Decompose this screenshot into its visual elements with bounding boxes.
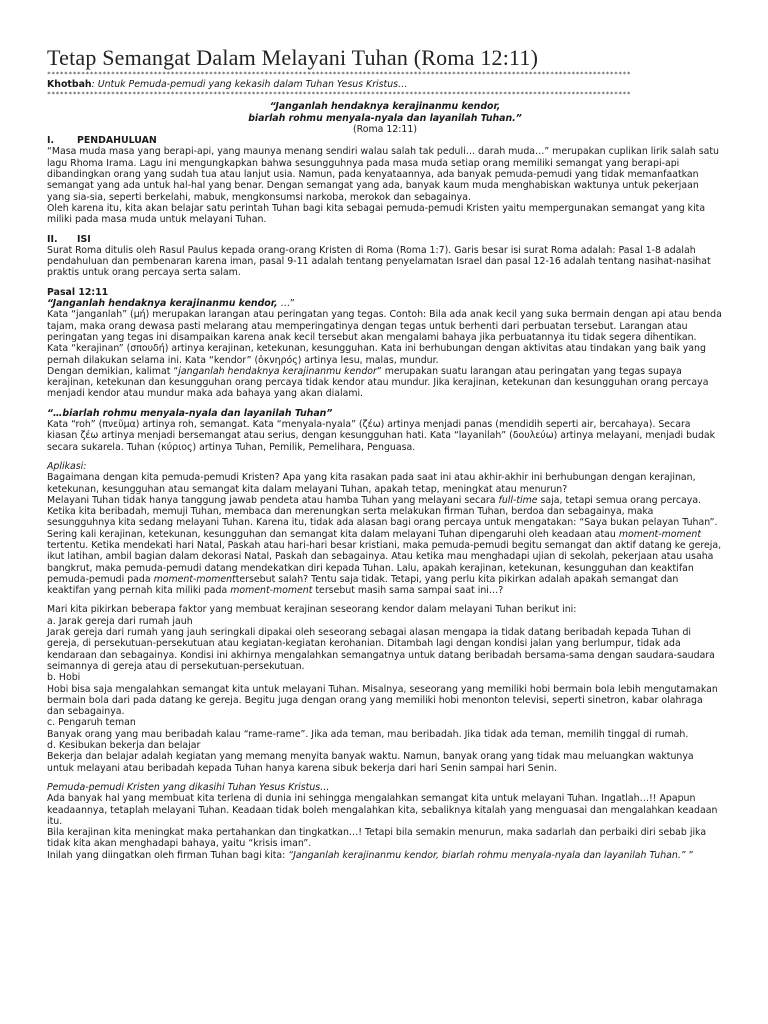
text-run: tersebut salah? Tentu saja tidak. Tetapi, yang perlu kita pikirkan adalah apakah semangat dan keaktifan yang pernah kita miliki pada [47,573,679,597]
paragraph: “Masa muda masa yang berapi-api, yang maunya menang sendiri walau salah tak peduli… darah muda…” merupakan cuplikan lirik salah satu lagu Rhoma Irama. Lagu ini mengungkapkan bahwa sesungguhnya pada masa muda setiap orang memiliki semangat yang berapi-api dibandingkan orang yang sudah tua atau lanjut usia. Namun, pada kenyataannya, ada banyak pemuda-pemudi yang tidak memanfaatkan semangat yang ada untuk hal-hal yang benar. Dengan semangat yang ada, banyak kaum muda menghabiskan waktunya untuk pekerjaan yang sia-sia, seperti berkelahi, mabuk, mengkonsumsi narkoba, merokok dan sebagainya. [47,146,719,203]
text-run: Dengan demikian, kalimat “ [47,365,179,377]
factor-b-text: Hobi bisa saja mengalahkan semangat kita untuk melayani Tuhan. Misalnya, seseorang yang memiliki hobi bermain bola lebih mengutamakan bermain bola dari pada datang ke gereja. Begitu juga dengan orang yang memiliki hobi menonton televisi, seperti sinetron, kabar olahraga dan sebagainya. [47,683,718,718]
aplikasi-label: Aplikasi: [47,460,87,472]
verse-line-1: “Janganlah hendaknya kerajinanmu kendor, [269,101,501,113]
factor-d-title: d. Kesibukan bekerja dan belajar [47,740,201,752]
text-run: Melayani Tuhan tidak hanya tanggung jawab pendeta atau hamba Tuhan yang melayani secara [47,494,499,506]
paragraph: Bagaimana dengan kita pemuda-pemudi Kristen? Apa yang kita rasakan pada saat ini atau akhir-akhir ini berhubungan dengan kerajinan, ketekunan, kesungguhan atau semangat kita dalam melayani Tuhan, apakah tetap, meningkat atau menurun? [47,472,696,495]
text-run: saja, tetapi semua orang percaya. Ketika kita beribadah, memuji Tuhan, membaca dan merenungkan serta melakukan firman Tuhan, berdoa dan sebagainya, maka sesungguhnya kita sedang melayani Tuhan. Karena itu, tidak ada alasan bagi orang percaya untuk mengatakan: “Saya bukan pelayan Tuhan”. [47,494,718,529]
text-run: ” merupakan suatu larangan atau peringatan yang tegas supaya kerajinan, ketekunan dan kesungguhan orang percaya tidak kendor atau mundur. Jika kerajinan, ketekunan dan kesungguhan orang percaya menjadi kendor atau mundur maka ada bahaya yang akan dialami. [47,365,709,400]
document-page [47,45,723,861]
text-run: Inilah yang diingatkan oleh firman Tuhan bagi kita: [47,849,289,861]
khotbah-line [47,79,723,90]
paragraph: Kata “roh” (πνεῦμα) artinya roh, semangat. Kata “menyala-nyala” (ζέω) artinya menjadi panas (mendidih seperti air, bercahaya). Secara kiasan ζέω artinya menjadi bersemangat atau serius, dengan kesungguhan hati. Kata “layanilah” (δουλεύω) artinya melayani, menjadi budak secara sukarela. Tuhan (κύριος) artinya Tuhan, Pemilik, Pemelihara, Penguasa. [47,419,716,453]
factor-b-title: b. Hobi [47,672,81,684]
paragraph: Bila kerajinan kita meningkat maka pertahankan dan tingkatkan…! Tetapi bila semakin menurun, maka sadarlah dan perbaiki diri sebab jika tidak kita akan menghadapi bahaya, yaitu “krisis iman”. [47,827,707,850]
factor-c-text: Banyak orang yang mau beribadah kalau “rame-rame”. Jika ada teman, mau beribadah. Jika tidak ada teman, memilih tinggal di rumah. [47,728,689,740]
verse-fragment-tail: …” [277,298,295,310]
paragraph [47,366,723,400]
text-run-italic: moment-moment [618,528,701,540]
text-run: tertentu. Ketika mendekati hari Natal, Paskah atau hari-hari besar kristiani, maka pemuda-pemudi begitu semangat dan aktif datang ke gereja, ikut latihan, ambil bagian dalam dekorasi Natal, Paskah dan sebagainya. Atau ketika mau menghadapi ujian di sekolah, pekerjaan atau usaha bangkrut, maka pemuda-pemudi datang mendekatkan diri kepada Tuhan. Lalu, apakah kerajinan, ketekunan, kesungguhan dan keaktifan pemuda-pemudi pada [47,539,722,585]
verse-fragment: “Janganlah hendaknya kerajinanmu kendor, [47,298,278,310]
text-run-italic: “Janganlah kerajinanmu kendor, biarlah rohmu menyala-nyala dan layanilah Tuhan.” [288,849,686,861]
verse-line-2: biarlah rohmu menyala-nyala dan layanilah Tuhan.” [248,112,522,124]
khotbah-label: Khotbah [47,79,92,90]
text-run: Sering kali kerajinan, ketekunan, kesungguhan dan semangat kita dalam melayani Tuhan dipengaruhi oleh keadaan atau [47,528,619,540]
text-run: ” [685,849,694,861]
paragraph [47,529,723,597]
subheading-verse-part-1 [47,298,723,309]
subheading-verse-part-2: “…biarlah rohmu menyala-nyala dan layanilah Tuhan” [47,407,333,419]
section-heading-pendahuluan [47,135,723,146]
paragraph: Ada banyak hal yang membuat kita terlena di dunia ini sehingga mengalahkan semangat kita untuk melayani Tuhan. Ingatlah…!! Apapun keadaannya, tetaplah melayani Tuhan. Keadaan tidak boleh mengalahkan kita, sebaliknya kitalah yang menguasai dan mengalahkan keadaan itu. [47,793,718,827]
section-heading-isi [47,234,723,245]
factor-d-text: Bekerja dan belajar adalah kegiatan yang memang menyita banyak waktu. Namun, banyak orang yang tidak mau meluangkan waktunya untuk melayani atau beribadah kepada Tuhan hanya karena sibuk bekerja dari hari Senin sampai hari Senin. [47,751,694,774]
paragraph: Kata “janganlah” (μή) merupakan larangan atau peringatan yang tegas. Contoh: Bila ada anak kecil yang suka bermain dengan api atau benda tajam, maka orang dewasa pasti melarang atau memperingatinya dengan tegas untuk berhenti dari perbuatan tersebut. Larangan atau peringatan yang tegas ini disampaikan karena anak kecil tersebut akan mengalami bahaya jika perbuatannya itu tidak segera dihentikan. [47,309,722,343]
star-divider-bottom: ***************************************************************************************************************************************** [47,90,632,99]
section-number: II. [47,233,58,245]
subheading-pasal: Pasal 12:11 [47,286,109,298]
page-title: Tetap Semangat Dalam Melayani Tuhan (Roma 12:11) [47,45,539,70]
paragraph: Mari kita pikirkan beberapa faktor yang membuat kerajinan seseorang kendor dalam melayani Tuhan berikut ini: [47,604,577,616]
paragraph [47,495,723,529]
section-title: PENDAHULUAN [77,135,157,147]
paragraph: Oleh karena itu, kita akan belajar satu perintah Tuhan bagi kita sebagai pemuda-pemudi Kristen yaitu mempergunakan semangat yang kita miliki pada masa muda untuk melayani Tuhan. [47,202,706,226]
factor-a-text: Jarak gereja dari rumah yang jauh seringkali dipakai oleh seseorang sebagai alasan mengapa ia tidak datang beribadah kepada Tuhan di gereja, di persekutuan-persekutuan atau kegiatan-kegiatan kerohanian. Ditambah lagi dengan kondisi jalan yang berlumpur, tidak ada kendaraan dan sebagainya. Kondisi ini akhirnya mengalahkan semangatnya untuk datang beribadah bersama-sama dengan saudara-saudara seimannya di gereja atau di persekutuan-persekutuan. [47,627,715,672]
factor-a-title: a. Jarak gereja dari rumah jauh [47,615,193,627]
text-run-italic: janganlah hendaknya kerajinanmu kendor [178,365,377,377]
verse-reference: (Roma 12:11) [352,123,418,135]
paragraph [47,850,723,861]
text-run-italic: moment-moment [153,573,236,585]
text-run-italic: moment-moment [230,585,313,597]
closing-address: Pemuda-pemudi Kristen yang dikasihi Tuhan Yesus Kristus… [47,781,330,793]
section-number: I. [47,135,55,147]
paragraph: Kata “kerajinan” (σπουδή) artinya kerajinan, ketekunan, kesungguhan. Kata ini berhubungan dengan aktivitas atau tindakan yang baik yang pernah dilakukan selama ini. Kata “kendor” (ὀκνηρός) artinya lesu, malas, mundur. [47,343,706,366]
section-title: ISI [77,233,91,245]
text-run-italic: full-time [498,494,538,506]
star-divider-top: ***************************************************************************************************************************************** [47,70,632,78]
khotbah-text: : Untuk Pemuda-pemudi yang kekasih dalam Tuhan Yesus Kristus… [91,79,408,90]
paragraph: Surat Roma ditulis oleh Rasul Paulus kepada orang-orang Kristen di Roma (Roma 1:7). Garis besar isi surat Roma adalah: Pasal 1-8 adalah pendahuluan dan pembenaran karena iman, pasal 9-11 adalah tentang penyelamatan Israel dan pasal 12-16 adalah tentang nasihat-nasihat praktis untuk orang percaya serta salam. [47,244,711,279]
factor-c-title: c. Pengaruh teman [47,717,136,729]
key-verse [47,101,723,135]
text-run: tersebut masih sama sampai saat ini…? [312,585,504,597]
